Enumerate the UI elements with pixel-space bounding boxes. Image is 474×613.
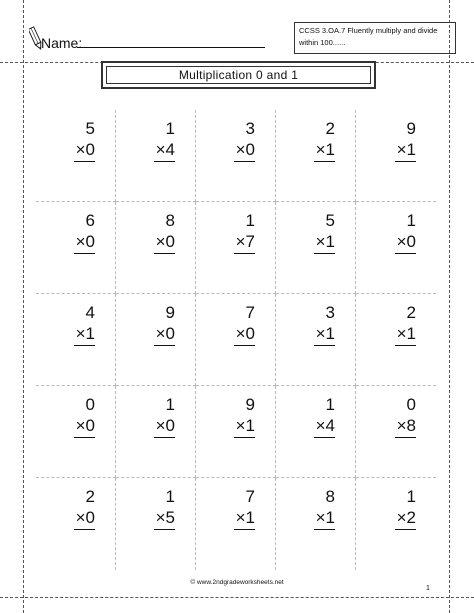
problem-bottom-factor: ×0 xyxy=(74,507,95,530)
problem-bottom-factor: ×0 xyxy=(74,415,95,438)
problem-cell xyxy=(36,202,116,294)
problem-cell xyxy=(356,110,436,202)
problem-top-number: 3 xyxy=(245,119,255,138)
problem-bottom-factor: ×0 xyxy=(154,323,175,346)
problem-bottom-factor: ×1 xyxy=(314,507,335,530)
problem-top-number: 9 xyxy=(245,395,255,414)
problem-cell xyxy=(356,386,436,478)
problem-top-number: 1 xyxy=(325,395,335,414)
problem-bottom-factor: ×5 xyxy=(154,507,175,530)
problem-bottom-factor: ×1 xyxy=(234,507,255,530)
problem-cell xyxy=(276,478,356,570)
standard-text: CCSS 3.OA.7 Fluently multiply and divide within 100...... xyxy=(299,26,438,47)
problem-top-number: 1 xyxy=(406,211,416,230)
page-number: 1 xyxy=(426,585,430,592)
problem-cell xyxy=(356,478,436,570)
problem-bottom-factor: ×1 xyxy=(74,323,95,346)
problem-bottom-factor: ×1 xyxy=(314,323,335,346)
problem-top-number: 2 xyxy=(406,303,416,322)
multiplication-problem xyxy=(314,118,335,162)
multiplication-problem xyxy=(154,210,175,254)
multiplication-problem xyxy=(395,210,416,254)
problem-top-number: 1 xyxy=(165,487,175,506)
problem-bottom-factor: ×0 xyxy=(74,231,95,254)
multiplication-problem xyxy=(234,210,255,254)
multiplication-problem xyxy=(74,486,95,530)
problem-top-number: 2 xyxy=(85,487,95,506)
problem-bottom-factor: ×4 xyxy=(314,415,335,438)
problem-cell xyxy=(196,294,276,386)
problem-bottom-factor: ×8 xyxy=(395,415,416,438)
problem-cell xyxy=(116,386,196,478)
problem-bottom-factor: ×1 xyxy=(314,231,335,254)
title-box xyxy=(101,61,376,89)
problem-cell xyxy=(36,386,116,478)
multiplication-problem xyxy=(314,210,335,254)
multiplication-problem xyxy=(314,486,335,530)
multiplication-problem xyxy=(154,486,175,530)
problem-cell xyxy=(276,202,356,294)
problem-bottom-factor: ×0 xyxy=(154,415,175,438)
problem-cell xyxy=(116,202,196,294)
problem-bottom-factor: ×0 xyxy=(234,139,255,162)
problem-bottom-factor: ×7 xyxy=(234,231,255,254)
problem-cell xyxy=(276,386,356,478)
left-dashed-guide xyxy=(23,0,24,613)
problem-cell xyxy=(276,294,356,386)
problem-top-number: 7 xyxy=(245,303,255,322)
multiplication-problem xyxy=(74,210,95,254)
problem-top-number: 1 xyxy=(245,211,255,230)
multiplication-problem xyxy=(234,486,255,530)
right-dashed-guide xyxy=(449,0,450,613)
multiplication-problem xyxy=(395,486,416,530)
problem-top-number: 8 xyxy=(165,211,175,230)
problem-top-number: 9 xyxy=(406,119,416,138)
problem-bottom-factor: ×0 xyxy=(74,139,95,162)
name-input-line[interactable] xyxy=(77,47,265,48)
multiplication-problem xyxy=(234,302,255,346)
multiplication-problem xyxy=(154,394,175,438)
problem-cell xyxy=(196,386,276,478)
problem-top-number: 2 xyxy=(325,119,335,138)
problem-cell xyxy=(116,110,196,202)
multiplication-problem xyxy=(154,118,175,162)
problem-bottom-factor: ×1 xyxy=(395,139,416,162)
name-label: Name: xyxy=(41,35,83,51)
problem-top-number: 0 xyxy=(406,395,416,414)
problem-cell xyxy=(276,110,356,202)
problem-cell xyxy=(196,202,276,294)
multiplication-problem xyxy=(234,118,255,162)
problem-cell xyxy=(196,478,276,570)
problem-top-number: 6 xyxy=(85,211,95,230)
multiplication-problem xyxy=(395,394,416,438)
problem-bottom-factor: ×0 xyxy=(395,231,416,254)
problem-top-number: 1 xyxy=(165,395,175,414)
problem-top-number: 7 xyxy=(245,487,255,506)
problem-top-number: 5 xyxy=(325,211,335,230)
problem-bottom-factor: ×0 xyxy=(154,231,175,254)
bottom-dashed-guide xyxy=(0,597,474,598)
multiplication-problem xyxy=(154,302,175,346)
multiplication-problem xyxy=(74,118,95,162)
problem-top-number: 9 xyxy=(165,303,175,322)
multiplication-problem xyxy=(74,302,95,346)
problem-cell xyxy=(36,110,116,202)
multiplication-problem xyxy=(314,394,335,438)
problem-top-number: 4 xyxy=(85,303,95,322)
problem-top-number: 0 xyxy=(85,395,95,414)
problem-bottom-factor: ×1 xyxy=(314,139,335,162)
problem-top-number: 5 xyxy=(85,119,95,138)
problem-cell xyxy=(116,478,196,570)
multiplication-problem xyxy=(74,394,95,438)
problem-cell xyxy=(36,478,116,570)
problem-cell xyxy=(356,202,436,294)
footer-website: © www.2ndgradeworksheets.net xyxy=(190,579,284,586)
multiplication-problem xyxy=(395,302,416,346)
problem-bottom-factor: ×4 xyxy=(154,139,175,162)
problem-cell xyxy=(36,294,116,386)
multiplication-problem xyxy=(314,302,335,346)
problem-cell xyxy=(116,294,196,386)
problem-bottom-factor: ×2 xyxy=(395,507,416,530)
problem-cell xyxy=(356,294,436,386)
problem-bottom-factor: ×1 xyxy=(395,323,416,346)
standard-box xyxy=(294,22,456,54)
problem-bottom-factor: ×1 xyxy=(234,415,255,438)
problem-bottom-factor: ×0 xyxy=(234,323,255,346)
worksheet-title: Multiplication 0 and 1 xyxy=(178,68,299,82)
multiplication-problem xyxy=(234,394,255,438)
problem-top-number: 8 xyxy=(325,487,335,506)
multiplication-problem xyxy=(395,118,416,162)
problem-top-number: 3 xyxy=(325,303,335,322)
problem-top-number: 1 xyxy=(165,119,175,138)
problem-cell xyxy=(196,110,276,202)
problem-grid xyxy=(36,110,436,570)
problem-top-number: 1 xyxy=(406,487,416,506)
